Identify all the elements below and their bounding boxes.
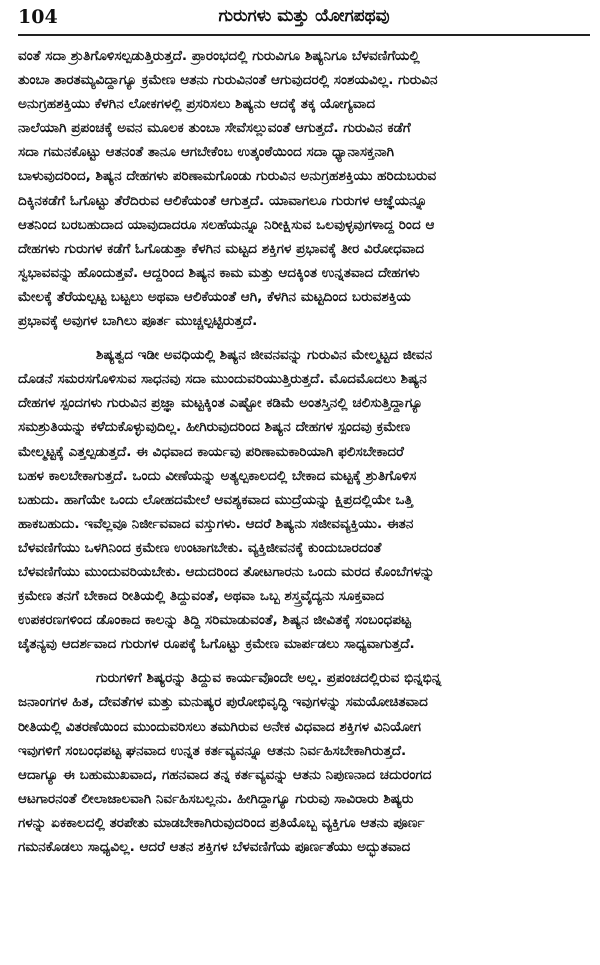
text-line: ದೊಡನೆ ಸಮರಸಗೊಳಿಸುವ ಸಾಧನವು ಸದಾ ಮುಂದುವರಿಯುತ್ತಿರುತ್ತದೆ. ಮೊದಮೊದಲು ಶಿಷ್ಯನ bbox=[18, 371, 427, 388]
text-line: ಸಮಶ್ರುತಿಯನ್ನು ಕಳೆದುಕೊಳ್ಳುವುದಿಲ್ಲ. ಹೀಗಿರುವುದರಿಂದ ಶಿಷ್ಯನ ದೇಹಗಳ ಸ್ಪಂದವು ಕ್ರಮೇಣ bbox=[18, 419, 411, 436]
page-header bbox=[18, 4, 590, 36]
text-line: ಸದಾ ಗಮನಕೊಟ್ಟು ಆತನಂತೆ ತಾನೂ ಆಗಬೇಕೆಂಬ ಉತ್ಕಂಠೆಯಿಂದ ಸದಾ ಧ್ಯಾನಾಸಕ್ತನಾಗಿ bbox=[18, 144, 395, 161]
text-line: ದಿಕ್ಕಿನಕಡೆಗೆ ಓಗೊಟ್ಟು ತೆರೆದಿರುವ ಆಲಿಕೆಯಂತೆ ಆಗುತ್ತದೆ. ಯಾವಾಗಲೂ ಗುರುಗಳ ಆಜ್ಞೆಯನ್ನೂ bbox=[18, 192, 428, 209]
text-line: ಹಾಕಬಹುದು. ಇವೆಲ್ಲವೂ ನಿರ್ಜೀವವಾದ ವಸ್ತುಗಳು. ಆದರೆ ಶಿಷ್ಯನು ಸಜೀವವ್ಯಕ್ತಿಯು. ಈತನ bbox=[18, 515, 414, 532]
text-line: ಕ್ರಮೇಣ ತನಗೆ ಬೇಕಾದ ರೀತಿಯಲ್ಲಿ ತಿದ್ದುವಂತೆ, ಅಥವಾ ಒಬ್ಬ ಶಸ್ತ್ರವೈದ್ಯನು ಸೂಕ್ತವಾದ bbox=[18, 588, 385, 605]
text-line: ಶಿಷ್ಯತ್ವದ ಇಡೀ ಅವಧಿಯಲ್ಲಿ ಶಿಷ್ಯನ ಜೀವನವನ್ನು ಗುರುವಿನ ಮೇಲ್ಮಟ್ಟದ ಜೀವನ bbox=[96, 347, 433, 364]
running-title: ಗುರುಗಳು ಮತ್ತು ಯೋಗಪಥವು bbox=[218, 6, 390, 26]
text-line: ಪ್ರಭಾವಕ್ಕೆ ಅವುಗಳ ಬಾಗಿಲು ಪೂರ್ತ ಮುಚ್ಚಲ್ಪಟ್ಟಿರುತ್ತದೆ. bbox=[18, 313, 258, 330]
text-line: ತುಂಬಾ ತಾರತಮ್ಯವಿದ್ದಾಗ್ಯೂ ಕ್ರಮೇಣ ಆತನು ಗುರುವಿನಂತೆ ಆಗುವುದರಲ್ಲಿ ಸಂಶಯವಿಲ್ಲ. ಗುರುವಿನ bbox=[18, 72, 438, 89]
text-line: ಬಹುದು. ಹಾಗೆಯೇ ಒಂದು ಲೋಹದಮೇಲೆ ಆವಶ್ಯಕವಾದ ಮುದ್ರೆಯನ್ನು ಕ್ಷಿಪ್ರದಲ್ಲಿಯೇ ಒತ್ತಿ bbox=[18, 491, 413, 508]
paragraph bbox=[18, 343, 590, 656]
text-line: ಮೇಲ್ಮಟ್ಟಕ್ಕೆ ಎತ್ತಲ್ಪಡುತ್ತದೆ. ಈ ವಿಧವಾದ ಕಾರ್ಯವು ಪರಿಣಾಮಕಾರಿಯಾಗಿ ಫಲಿಸಬೇಕಾದರೆ bbox=[18, 443, 404, 460]
text-line: ಬೆಳವಣಿಗೆಯು ಒಳಗಿನಿಂದ ಕ್ರಮೇಣ ಉಂಟಾಗಬೇಕು. ವ್ಯಕ್ತಿಜೀವನಕ್ಕೆ ಕುಂದುಬಾರದಂತೆ bbox=[18, 539, 382, 556]
text-line: ವಂತೆ ಸದಾ ಶ್ರುತಿಗೊಳಿಸಲ್ಪಡುತ್ತಿರುತ್ತದೆ. ಪ್ರಾರಂಭದಲ್ಲಿ ಗುರುವಿಗೂ ಶಿಷ್ಯನಿಗೂ ಬೆಳವಣಿಗೆಯಲ್ಲಿ bbox=[18, 48, 420, 64]
text-line: ಬಹಳ ಕಾಲಬೇಕಾಗುತ್ತದೆ. ಒಂದು ವೀಣೆಯನ್ನು ಅತ್ಯಲ್ಪಕಾಲದಲ್ಲಿ ಬೇಕಾದ ಮಟ್ಟಕ್ಕೆ ಶ್ರುತಿಗೊಳಿಸ bbox=[18, 467, 417, 484]
page-body bbox=[18, 44, 590, 859]
text-line: ಗುರುಗಳಿಗೆ ಶಿಷ್ಯರನ್ನು ತಿದ್ದುವ ಕಾರ್ಯವೊಂದೇ ಅಲ್ಲ. ಪ್ರಪಂಚದಲ್ಲಿರುವ ಭಿನ್ನಭಿನ್ನ bbox=[96, 670, 442, 687]
text-line: ಇವುಗಳಿಗೆ ಸಂಬಂಧಪಟ್ಟ ಘನವಾದ ಉನ್ನತ ಕರ್ತವ್ಯವನ್ನೂ ಆತನು ನಿರ್ವಹಿಸಬೇಕಾಗಿರುತ್ತದೆ. bbox=[18, 742, 407, 759]
text-line: ದೇಹಗಳ ಸ್ಪಂದಗಳು ಗುರುವಿನ ಪ್ರಜ್ಞಾ ಮಟ್ಟಕ್ಕಿಂತ ಎಷ್ಟೋ ಕಡಿಮೆ ಅಂತಸ್ತಿನಲ್ಲಿ ಚಲಿಸುತ್ತಿದ್ದಾಗ್ಯೂ bbox=[18, 395, 423, 412]
text-line: ಚೈತನ್ಯವು ಆದರ್ಶವಾದ ಗುರುಗಳ ರೂಪಕ್ಕೆ ಓಗೊಟ್ಟು ಕ್ರಮೇಣ ಮಾರ್ಪಡಲು ಸಾಧ್ಯವಾಗುತ್ತದೆ. bbox=[18, 636, 415, 653]
text-line: ಆತನಿಂದ ಬರಬಹುದಾದ ಯಾವುದಾದರೂ ಸಲಹೆಯನ್ನೂ ನಿರೀಕ್ಷಿಸುವ ಒಲವುಳ್ಳವುಗಳಾದ್ದ ರಿಂದ ಆ bbox=[18, 216, 435, 233]
text-line: ಆಟಗಾರನಂತೆ ಲೀಲಾಜಾಲವಾಗಿ ನಿರ್ವಹಿಸಬಲ್ಲನು. ಹೀಗಿದ್ದಾಗ್ಯೂ ಗುರುವು ಸಾವಿರಾರು ಶಿಷ್ಯರು bbox=[18, 790, 414, 807]
text-line: ರೀತಿಯಲ್ಲಿ ವಿತರಣೆಯಿಂದ ಮುಂದುವರಿಸಲು ತಮಗಿರುವ ಅನೇಕ ವಿಧವಾದ ಶಕ್ತಿಗಳ ವಿನಿಯೋಗ bbox=[18, 718, 421, 735]
page-number: 104 bbox=[18, 6, 58, 28]
paragraph bbox=[18, 666, 590, 859]
text-line: ಸ್ವಭಾವವನ್ನು ಹೊಂದುತ್ತವೆ. ಆದ್ದರಿಂದ ಶಿಷ್ಯನ ಕಾಮ ಮತ್ತು ಆದಕ್ಕಿಂತ ಉನ್ನತವಾದ ದೇಹಗಳು bbox=[18, 264, 420, 281]
text-line: ಜನಾಂಗಗಳ ಹಿತ, ದೇವತೆಗಳ ಮತ್ತು ಮನುಷ್ಯರ ಪುರೋಭಿವೃದ್ಧಿ ಇವುಗಳನ್ನು ಸಮಯೋಚಿತವಾದ bbox=[18, 694, 428, 711]
paragraph bbox=[18, 44, 590, 333]
text-line: ಬೆಳವಣಿಗೆಯು ಮುಂದುವರಿಯಬೇಕು. ಆದುದರಿಂದ ತೋಟಗಾರನು ಒಂದು ಮರದ ಕೊಂಬೆಗಳನ್ನು bbox=[18, 563, 435, 580]
text-line: ಗಳನ್ನು ಏಕಕಾಲದಲ್ಲಿ ತರಪೇತು ಮಾಡಬೇಕಾಗಿರುವುದರಿಂದ ಪ್ರತಿಯೊಬ್ಬ ವ್ಯಕ್ತಿಗೂ ಆತನು ಪೂರ್ಣ bbox=[18, 814, 425, 831]
text-line: ಉಪಕರಣಗಳಿಂದ ಡೊಂಕಾದ ಕಾಲನ್ನು ತಿದ್ದಿ ಸರಿಮಾಡುವಂತೆ, ಶಿಷ್ಯನ ಜೀವಿತಕ್ಕೆ ಸಂಬಂಧಪಟ್ಟ bbox=[18, 612, 411, 629]
text-line: ನಾಲೆಯಾಗಿ ಪ್ರಪಂಚಕ್ಕೆ ಅವನ ಮೂಲಕ ತುಂಬಾ ಸೇವೆಸಲ್ಲುವಂತೆ ಆಗುತ್ತದೆ. ಗುರುವಿನ ಕಡೆಗೆ bbox=[18, 120, 411, 137]
text-line: ಆದಾಗ್ಯೂ ಈ ಬಹುಮುಖವಾದ, ಗಹನವಾದ ತನ್ನ ಕರ್ತವ್ಯವನ್ನು ಆತನು ನಿಪುಣನಾದ ಚದುರಂಗದ bbox=[18, 766, 432, 783]
text-line: ದೇಹಗಳು ಗುರುಗಳ ಕಡೆಗೆ ಓಗೊಡುತ್ತಾ ಕೆಳಗಿನ ಮಟ್ಟದ ಶಕ್ತಿಗಳ ಪ್ರಭಾವಕ್ಕೆ ತೀರ ವಿರೋಧವಾದ bbox=[18, 240, 425, 257]
text-line: ಗಮನಕೊಡಲು ಸಾಧ್ಯವಿಲ್ಲ. ಆದರೆ ಆತನ ಶಕ್ತಿಗಳ ಬೆಳವಣಿಗೆಯ ಪೂರ್ಣತೆಯು ಅದ್ಭುತವಾದ bbox=[18, 839, 411, 855]
text-line: ಬಾಳುವುದರಿಂದ, ಶಿಷ್ಯನ ದೇಹಗಳು ಪರಿಣಾಮಗೊಂಡು ಗುರುವಿನ ಅನುಗ್ರಹಶಕ್ತಿಯು ಹರಿದುಬರುವ bbox=[18, 168, 437, 185]
text-line: ಅನುಗ್ರಹಶಕ್ತಿಯು ಕೆಳಗಿನ ಲೋಕಗಳಲ್ಲಿ ಪ್ರಸರಿಸಲು ಶಿಷ್ಯನು ಆದಕ್ಕೆ ತಕ್ಕ ಯೋಗ್ಯವಾದ bbox=[18, 96, 376, 113]
text-line: ಮೇಲಕ್ಕೆ ತೆರೆಯಲ್ಪಟ್ಟ ಬಟ್ಟಲು ಅಥವಾ ಆಲಿಕೆಯಂತೆ ಆಗಿ, ಕೆಳಗಿನ ಮಟ್ಟದಿಂದ ಬರುವಶಕ್ತಿಯ bbox=[18, 288, 411, 305]
